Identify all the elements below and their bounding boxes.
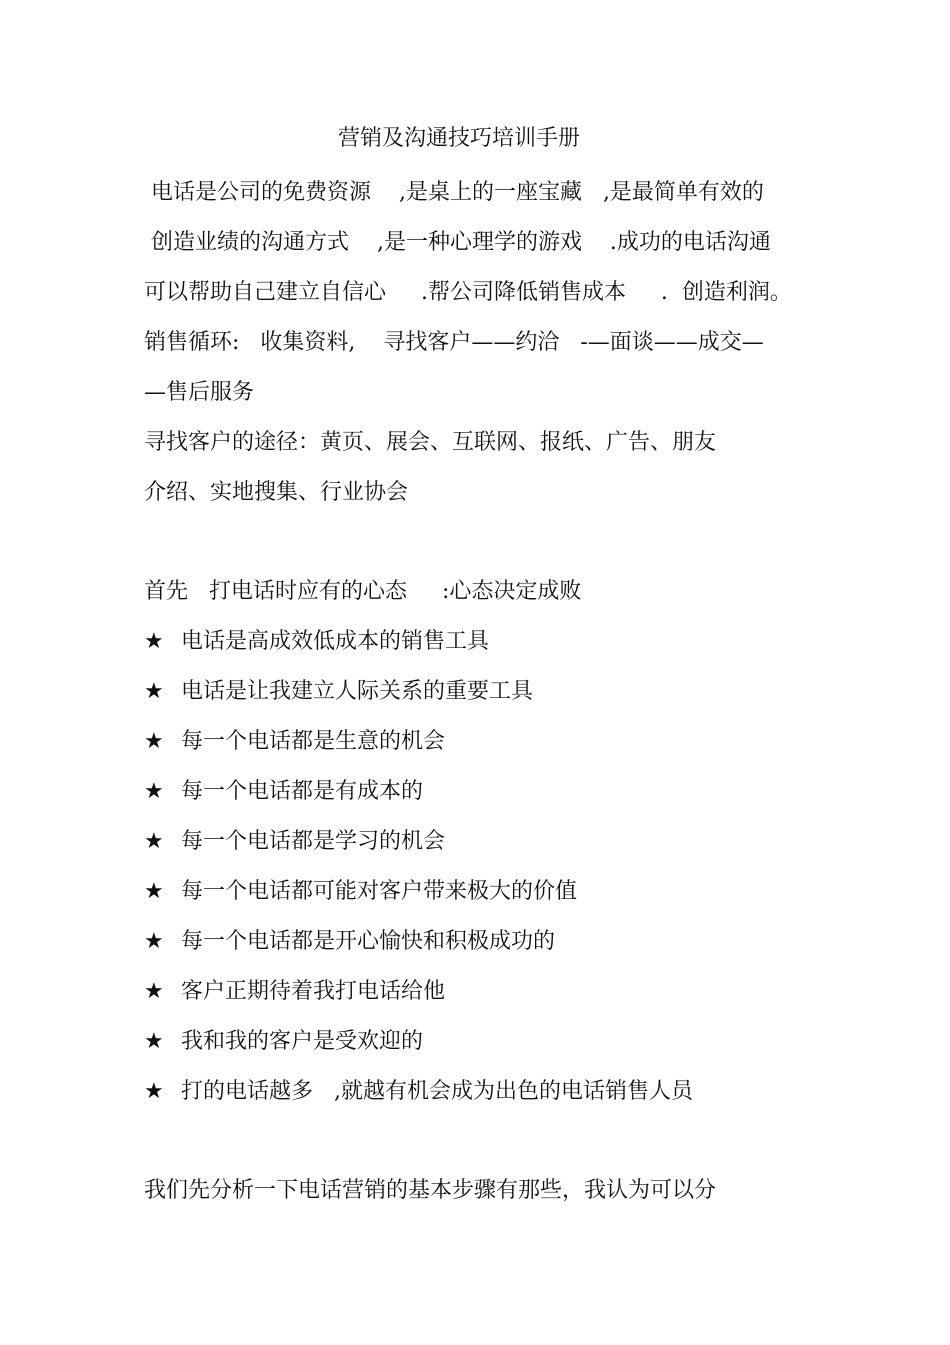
bullet-item (144, 877, 577, 907)
star-icon: ★ (144, 879, 164, 904)
star-icon: ★ (144, 1029, 164, 1054)
bullet-text: 电话是让我建立人际关系的重要工具 (181, 679, 534, 704)
bullet-item (144, 927, 555, 957)
customer-channels-line: 寻找客户的途径：黄页、展会、互联网、报纸、广告、朋友 (144, 430, 717, 455)
document-title: 营销及沟通技巧培训手册 (337, 126, 580, 151)
bullet-text: 我和我的客户是受欢迎的 (181, 1029, 424, 1054)
intro-line: 电话是公司的免费资源 ,是桌上的一座宝藏 ,是最简单有效的 (144, 180, 764, 205)
bullet-item (144, 627, 489, 657)
bullet-item (144, 1077, 693, 1107)
bullet-text: 客户正期待着我打电话给他 (181, 979, 446, 1004)
customer-channels-line: 介绍、实地搜集、行业协会 (144, 480, 409, 505)
star-icon: ★ (144, 929, 164, 954)
bullet-item (144, 677, 533, 707)
bullet-text: 每一个电话都是开心愉快和积极成功的 (181, 929, 556, 954)
star-icon: ★ (144, 779, 164, 804)
bullet-item (144, 777, 423, 807)
star-icon: ★ (144, 1079, 164, 1104)
bullet-text: 电话是高成效低成本的销售工具 (181, 629, 490, 654)
closing-paragraph: 我们先分析一下电话营销的基本步骤有那些，我认为可以分 (144, 1178, 717, 1203)
bullet-item (144, 1027, 423, 1057)
bullet-text: 每一个电话都是有成本的 (181, 779, 424, 804)
bullet-text: 打的电话越多 ,就越有机会成为出色的电话销售人员 (181, 1079, 693, 1104)
intro-line: 可以帮助自己建立自信心 .帮公司降低销售成本 . 创造利润。 (144, 280, 792, 305)
intro-line: 创造业绩的沟通方式 ,是一种心理学的游戏 .成功的电话沟通 (144, 230, 771, 255)
sales-cycle-line: 销售循环: 收集资料, 寻找客户——约洽 -—面谈——成交— (144, 330, 764, 355)
bullet-text: 每一个电话都是生意的机会 (181, 729, 446, 754)
bullet-text: 每一个电话都是学习的机会 (181, 829, 446, 854)
mindset-heading: 首先 打电话时应有的心态 :心态决定成败 (144, 579, 582, 604)
star-icon: ★ (144, 979, 164, 1004)
star-icon: ★ (144, 629, 164, 654)
bullet-item (144, 977, 445, 1007)
bullet-item (144, 727, 445, 757)
star-icon: ★ (144, 829, 164, 854)
star-icon: ★ (144, 679, 164, 704)
bullet-item (144, 827, 445, 857)
star-icon: ★ (144, 729, 164, 754)
sales-cycle-line: —售后服务 (144, 380, 255, 405)
bullet-text: 每一个电话都可能对客户带来极大的价值 (181, 879, 578, 904)
